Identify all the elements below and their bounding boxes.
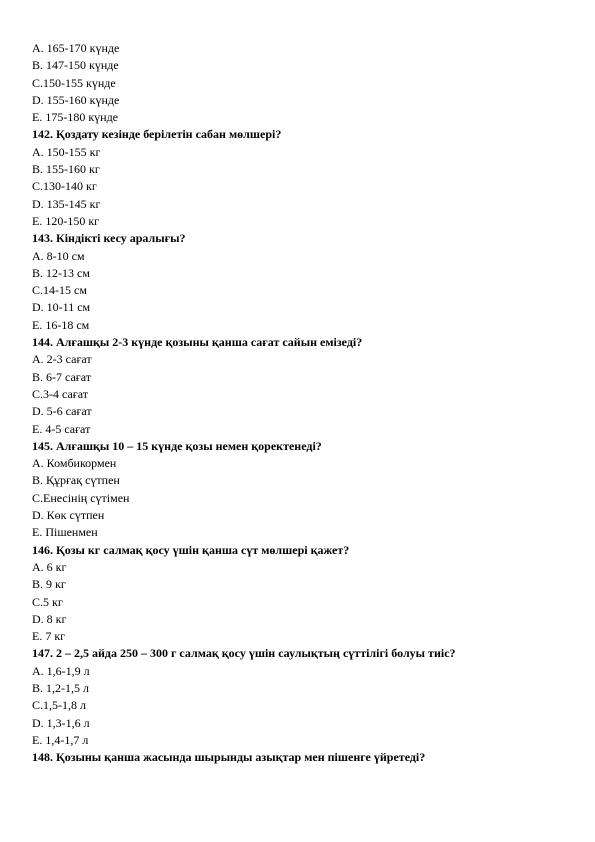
answer-option-e: E. Пішенмен [32,525,98,540]
answer-option-d: D. 1,3-1,6 л [32,715,90,730]
question-heading: 145. Алғашқы 10 – 15 күнде қозы немен қоректенеді? [32,438,322,453]
question-block-145 [32,438,572,542]
answer-option-e: E. 175-180 күнде [32,110,119,125]
answer-option-b: B. 12-13 см [32,265,90,280]
answer-option-a: A. 165-170 күнде [32,41,120,55]
answer-option-b: B. 1,2-1,5 л [32,680,89,695]
answer-option-c: C.150-155 күнде [32,75,116,90]
answer-option-d: D. 10-11 см [32,300,91,315]
answer-option-c: C.5 кг [32,594,63,609]
answer-option-b: B. 9 кг [32,577,66,592]
answer-option-e: E. 1,4-1,7 л [32,732,89,747]
answer-option-a: A. Комбикормен [32,456,117,471]
answer-option-a: A. 150-155 кг [32,144,101,159]
answer-option-b: B. 6-7 сағат [32,369,91,384]
answer-option-c: C.14-15 см [32,283,87,298]
question-heading: 146. Қозы кг салмақ қосу үшін қанша сүт мөлшері қажет? [32,542,350,557]
answer-option-e: E. 4-5 сағат [32,421,91,436]
question-heading: 144. Алғашқы 2-3 күнде қозыны қанша сағат сайын емізеді? [32,335,363,350]
answer-option-b: B. Құрғақ сүтпен [32,473,120,488]
question-block-148 [32,749,572,766]
answer-option-c: C.130-140 кг [32,179,97,194]
answer-option-e: E. 7 кг [32,629,66,644]
answer-option-d: D. 135-145 кг [32,196,101,211]
answer-option-c: C.1,5-1,8 л [32,698,86,713]
answer-option-b: B. 155-160 кг [32,162,100,177]
question-block-141 [32,40,572,126]
answer-option-a: A. 2-3 сағат [32,352,92,367]
document-page [32,40,572,766]
question-block-142 [32,126,572,230]
answer-option-d: D. Көк сүтпен [32,508,105,523]
answer-option-a: A. 6 кг [32,559,67,574]
answer-option-d: D. 155-160 күнде [32,92,120,107]
question-heading: 147. 2 – 2,5 айда 250 – 300 г салмақ қосу үшін саулықтың сүттілігі болуы тиіс? [32,646,456,661]
question-block-146 [32,542,572,646]
answer-option-d: D. 5-6 сағат [32,404,92,419]
answer-option-e: E. 120-150 кг [32,213,100,228]
question-block-143 [32,230,572,334]
answer-option-c: C.Енесінің сүтімен [32,490,130,505]
answer-option-e: E. 16-18 см [32,317,90,332]
answer-option-d: D. 8 кг [32,611,67,626]
question-heading: 142. Қоздату кезінде берілетін сабан мөлшері? [32,127,282,142]
answer-option-c: C.3-4 сағат [32,386,88,401]
answer-option-b: B. 147-150 күнде [32,58,119,73]
question-block-144 [32,334,572,438]
answer-option-a: A. 1,6-1,9 л [32,663,90,678]
question-heading: 148. Қозыны қанша жасында шырынды азықтар мен пішенге үйретеді? [32,750,426,765]
answer-option-a: A. 8-10 см [32,248,85,263]
question-block-147 [32,645,572,749]
question-heading: 143. Кіндікті кесу аралығы? [32,231,186,246]
